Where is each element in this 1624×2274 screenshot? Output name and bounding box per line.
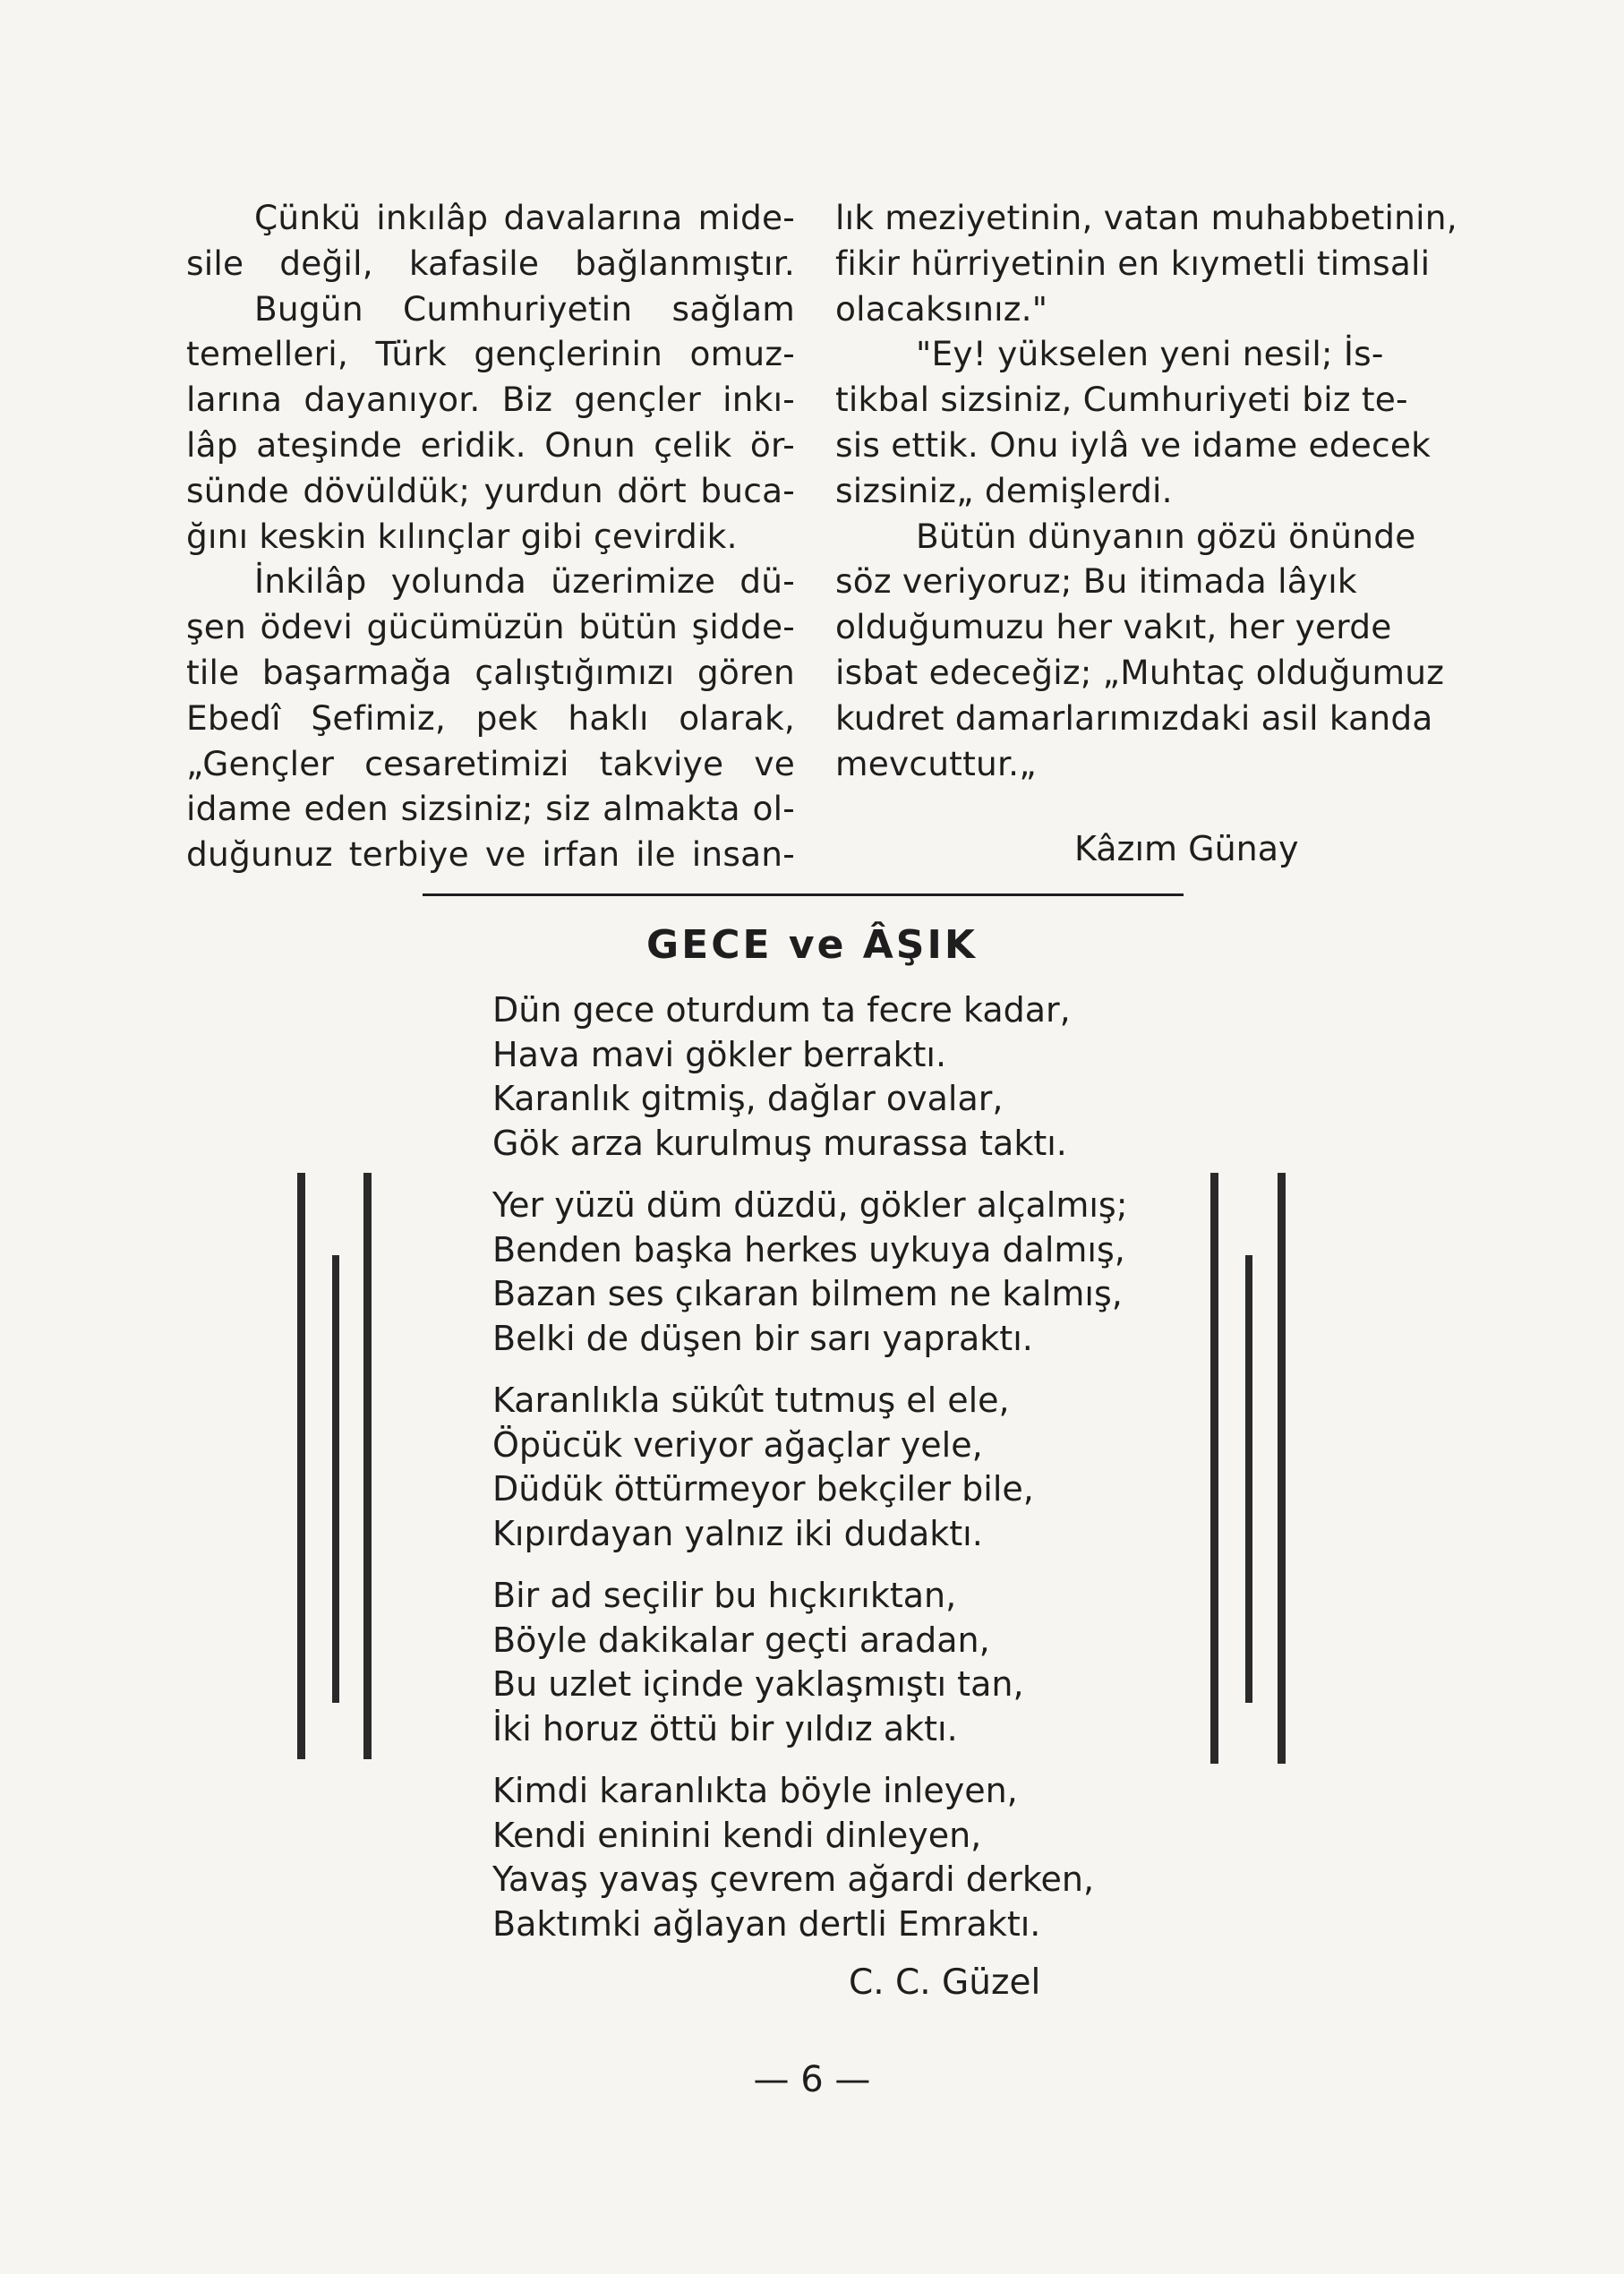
- text-line: lık meziyetinin, vatan muhabbetinin,: [835, 198, 1457, 237]
- text-line: Bütün dünyanın gözü önünde: [916, 516, 1416, 556]
- text-line: olacaksınız.": [835, 288, 1048, 329]
- poem-line: Bir ad seçilir bu hıçkırıktan,: [492, 1576, 957, 1615]
- text-line: olduğumuzu her vakıt, her yerde: [835, 607, 1392, 647]
- text-line: larına dayanıyor. Biz gençler inkı-: [186, 380, 795, 420]
- left-column: [186, 195, 795, 877]
- poem: [492, 988, 1128, 1964]
- poem-line: Öpücük veriyor ağaçlar yele,: [492, 1424, 983, 1465]
- text-line: şen ödevi gücümüzün bütün şidde-: [186, 607, 795, 647]
- section-divider: [423, 893, 1184, 896]
- poem-line: Benden başka herkes uykuya dalmış,: [492, 1229, 1125, 1270]
- poem-line: Karanlıkla sükût tutmuş el ele,: [492, 1381, 1010, 1420]
- poem-line: Yavaş yavaş çevrem ağardi derken,: [492, 1859, 1095, 1899]
- poem-stanza: [492, 1769, 1128, 1946]
- text-line: ğını keskin kılınçlar gibi çevirdik.: [186, 516, 738, 556]
- right-column: [835, 195, 1457, 786]
- poem-line: Kendi eninini kendi dinleyen,: [492, 1815, 982, 1855]
- poem-stanza: [492, 1574, 1128, 1751]
- decorative-bar: [297, 1173, 305, 1759]
- text-line: Ebedî Şefimiz, pek haklı olarak,: [186, 697, 795, 738]
- text-line: lâp ateşinde eridik. Onun çelik ör-: [186, 424, 795, 465]
- page-number: — 6 —: [753, 2059, 871, 2100]
- decorative-bar: [1245, 1255, 1252, 1703]
- decorative-bar: [1210, 1173, 1218, 1764]
- poem-line: Karanlık gitmiş, dağlar ovalar,: [492, 1079, 1004, 1118]
- poem-line: Bu uzlet içinde yaklaşmıştı tan,: [492, 1664, 1024, 1704]
- poem-line: Böyle dakikalar geçti aradan,: [492, 1620, 990, 1660]
- text-line: temelleri, Türk gençlerinin omuz-: [186, 334, 795, 374]
- text-line: kudret damarlarımızdaki asil kanda: [835, 697, 1433, 738]
- poem-stanza: [492, 1379, 1128, 1556]
- text-line: Çünkü inkılâp davalarına mide-: [254, 198, 795, 237]
- poem-line: Gök arza kurulmuş murassa taktı.: [492, 1123, 1067, 1163]
- text-line: sizsiniz„ demişlerdi.: [835, 470, 1173, 510]
- poem-stanza: [492, 1184, 1128, 1361]
- text-line: „Gençler cesaretimizi takviye ve: [186, 743, 795, 783]
- poem-line: Kimdi karanlıkta böyle inleyen,: [492, 1771, 1018, 1810]
- text-line: idame eden sizsiniz; siz almakta ol-: [186, 789, 795, 829]
- text-line: sile değil, kafasile bağlanmıştır.: [186, 243, 795, 283]
- text-line: mevcuttur.„: [835, 743, 1037, 783]
- poem-line: Düdük öttürmeyor bekçiler bile,: [492, 1469, 1034, 1509]
- text-line: "Ey! yükselen yeni nesil; İs-: [916, 334, 1384, 374]
- decorative-bar: [332, 1255, 339, 1703]
- text-line: Bugün Cumhuriyetin sağlam: [254, 288, 795, 329]
- text-line: tile başarmağa çalıştığımızı gören: [186, 652, 795, 692]
- poem-line: Hava mavi gökler berraktı.: [492, 1034, 947, 1074]
- poem-line: İki horuz öttü bir yıldız aktı.: [492, 1708, 958, 1748]
- decorative-bar: [363, 1173, 372, 1759]
- poem-title: GECE ve ÂŞIK: [646, 922, 978, 968]
- poem-stanza: [492, 988, 1128, 1166]
- text-line: sünde dövüldük; yurdun dört buca-: [186, 470, 795, 510]
- poem-line: Dün gece oturdum ta fecre kadar,: [492, 990, 1071, 1030]
- text-line: söz veriyoruz; Bu itimada lâyık: [835, 561, 1357, 602]
- text-line: sis ettik. Onu iylâ ve idame edecek: [835, 424, 1432, 465]
- poem-line: Yer yüzü düm düzdü, gökler alçalmış;: [492, 1185, 1128, 1225]
- text-line: fikir hürriyetinin en kıymetli timsali: [835, 243, 1431, 283]
- poem-line: Belki de düşen bir sarı yapraktı.: [492, 1318, 1033, 1358]
- poem-author: C. C. Güzel: [849, 1962, 1041, 2003]
- poem-line: Bazan ses çıkaran bilmem ne kalmış,: [492, 1274, 1123, 1313]
- text-line: duğunuz terbiye ve irfan ile insan-: [186, 834, 795, 875]
- text-line: tikbal sizsiniz, Cumhuriyeti biz te-: [835, 380, 1408, 420]
- poem-line: Baktımki ağlayan dertli Emraktı.: [492, 1903, 1041, 1944]
- poem-line: Kıpırdayan yalnız iki dudaktı.: [492, 1513, 983, 1553]
- text-line: isbat edeceğiz; „Muhtaç olduğumuz: [835, 652, 1445, 692]
- decorative-bar: [1278, 1173, 1286, 1764]
- article-author: Kâzım Günay: [1074, 829, 1299, 868]
- text-line: İnkilâp yolunda üzerimize dü-: [254, 561, 795, 602]
